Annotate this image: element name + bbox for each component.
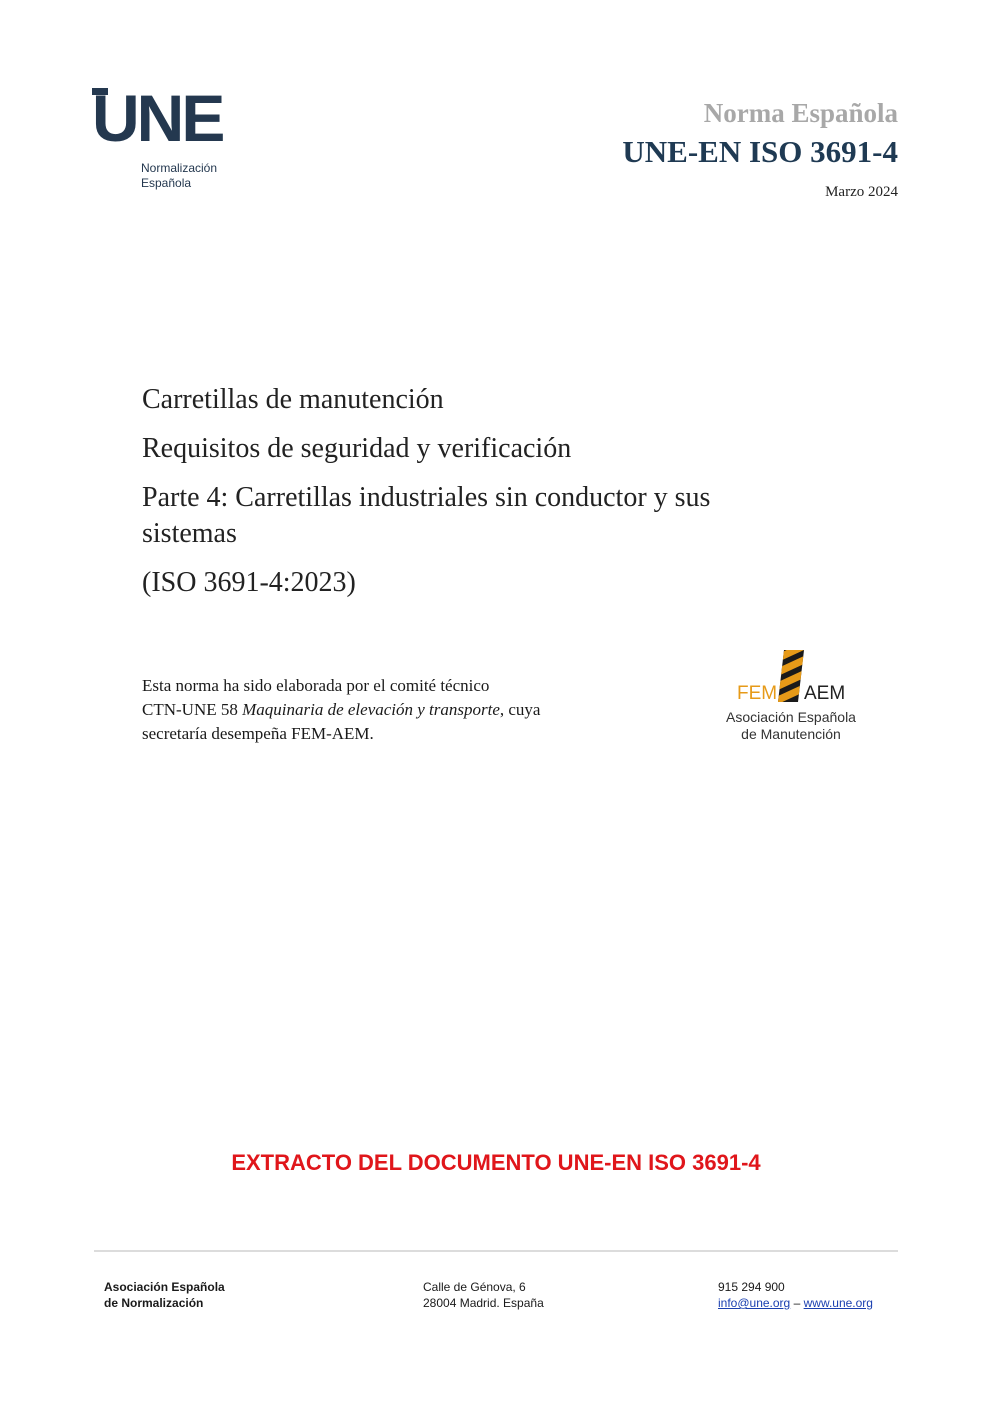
footer-organization — [104, 1279, 225, 1311]
footer-org-line2: de Normalización — [104, 1296, 204, 1310]
committee-line1: Esta norma ha sido elaborada por el comité técnico — [142, 676, 490, 695]
standard-kicker: Norma Española — [703, 98, 898, 128]
committee-statement — [142, 674, 662, 746]
footer-phone: 915 294 900 — [718, 1280, 785, 1294]
committee-name: Maquinaria de elevación y transporte — [242, 700, 500, 719]
footer-links — [718, 1295, 873, 1311]
une-logo-subtitle — [141, 161, 217, 191]
footer-contact — [718, 1279, 873, 1311]
footer-org-line1: Asociación Española — [104, 1280, 225, 1294]
footer-website-link[interactable]: www.une.org — [803, 1296, 873, 1310]
fem-aem-caption-line1: Asociación Española — [726, 709, 856, 725]
document-titles — [142, 382, 842, 614]
une-logo — [92, 81, 242, 200]
standard-date: Marzo 2024 — [825, 184, 898, 200]
une-logo-subtitle-line2: Española — [141, 176, 192, 190]
fem-aem-caption — [718, 709, 864, 743]
footer-address-line2: 28004 Madrid. España — [423, 1296, 544, 1310]
standard-code: UNE-EN ISO 3691-4 — [622, 134, 898, 169]
title-iso-reference: (ISO 3691-4:2023) — [142, 567, 356, 598]
une-logo-wordmark: UNE — [92, 81, 223, 155]
committee-line2 — [142, 698, 662, 722]
standard-header — [622, 96, 898, 202]
fem-aem-logo-right: AEM — [804, 683, 846, 704]
footer-email-link[interactable]: info@une.org — [718, 1296, 791, 1310]
footer-link-separator: – — [793, 1296, 801, 1310]
committee-line2-suffix: , cuya — [499, 700, 541, 719]
footer-divider — [94, 1250, 898, 1252]
fem-aem-logo-left: FEM — [737, 683, 778, 704]
fem-aem-caption-line2: de Manutención — [741, 726, 841, 742]
committee-code: CTN-UNE 58 — [142, 700, 243, 719]
committee-line3: secretaría desempeña FEM-AEM. — [142, 724, 374, 743]
title-main: Carretillas de manutención — [142, 384, 444, 415]
title-subtitle: Requisitos de seguridad y verificación — [142, 433, 572, 464]
une-logo-subtitle-line1: Normalización — [141, 161, 218, 175]
footer-address — [423, 1279, 544, 1311]
title-part: Parte 4: Carretillas industriales sin conductor y sus sistemas — [142, 482, 711, 549]
fem-aem-logo — [718, 650, 864, 745]
fem-aem-stripe-icon — [778, 650, 804, 702]
footer-address-line1: Calle de Génova, 6 — [423, 1280, 526, 1294]
extract-notice: EXTRACTO DEL DOCUMENTO UNE-EN ISO 3691-4 — [231, 1150, 761, 1175]
